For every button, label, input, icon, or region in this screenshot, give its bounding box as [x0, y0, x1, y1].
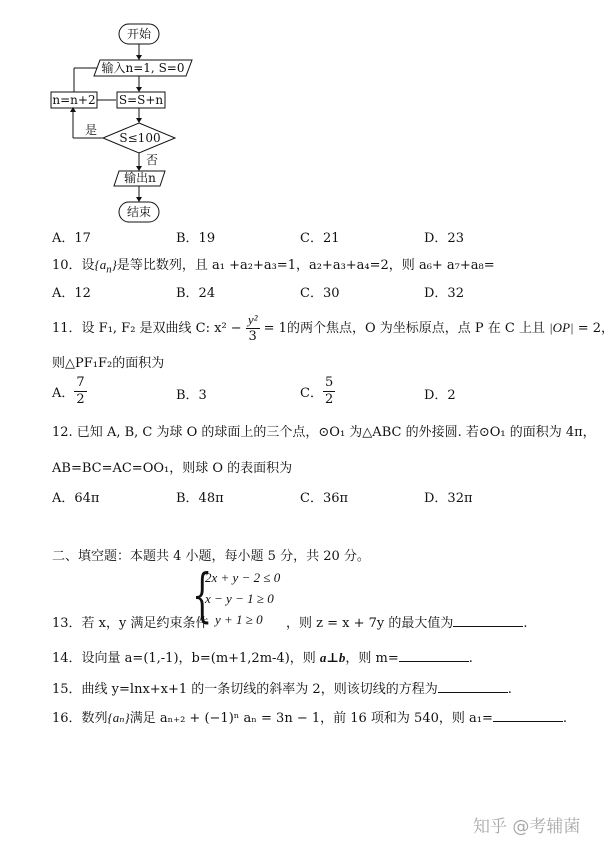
flowchart-yes: 是 [85, 123, 98, 137]
q10-sequence: $\{a_n\}$ [94, 257, 117, 276]
flowchart-no: 否 [146, 153, 159, 167]
q12-option-c: C．36π [300, 491, 349, 506]
flowchart-end-label: 结束 [126, 205, 152, 219]
q16-sequence: {aₙ} [107, 710, 130, 725]
q15-stem-body: 15．曲线 y=lnx+x+1 的一条切线的斜率为 2，则该切线的方程为 [52, 682, 438, 697]
q10-stem-prefix: 10．设 [52, 258, 95, 273]
flowchart-input-label: 输入n=1, S=0 [101, 61, 185, 75]
q16-stem-prefix: 16．数列 [52, 711, 108, 726]
q12-option-d: D．32π [424, 491, 473, 506]
q9-option-a: A．17 [52, 231, 91, 246]
q14-answer-blank[interactable] [399, 649, 469, 662]
flowchart-condition-label: S≤100 [119, 131, 161, 145]
q10-option-b: B．24 [176, 286, 216, 301]
q11-stem [52, 312, 614, 345]
q10-option-a: A．12 [52, 286, 91, 301]
q12-line1: 12. 已知 A, B, C 为球 O 的球面上的三个点，⊙O₁ 为△ABC 的外接圆. 若⊙O₁ 的面积为 4π， [52, 425, 596, 440]
q10-option-d: D．32 [424, 286, 464, 301]
q16-stem-body: 满足 aₙ₊₂ + (−1)ⁿ aₙ = 3n − 1，前 16 项和为 540，则 a₁= [129, 711, 493, 726]
q11-op-abs: |OP| [549, 320, 574, 335]
q13-constraint-3: y + 1 ≥ 0 [215, 612, 263, 627]
section-2-heading: 二、填空题：本题共 4 小题，每小题 5 分，共 20 分。 [52, 549, 370, 564]
q11-option-c: C． $\frac{5}{2}$ [300, 375, 334, 407]
q13-answer-blank[interactable] [453, 614, 523, 627]
q12-option-a: A．64π [52, 491, 100, 506]
q13-constraint-1: 2x + y − 2 ≤ 0 [205, 570, 281, 585]
q11-stem-body: = 1的两个焦点，O 为坐标原点，点 P 在 C 上且 [263, 321, 545, 336]
q13-stem: ，则 z = x + 7y 的最大值为 . [286, 616, 528, 631]
flowchart [45, 18, 245, 243]
q11-option-b: B．3 [176, 388, 207, 403]
q13-brace: { [192, 561, 213, 629]
q16-stem: 16．数列{aₙ}满足 aₙ₊₂ + (−1)ⁿ aₙ = 3n − 1，前 16 项和为 540，则 a₁= . [52, 710, 568, 726]
flowchart-output-label: 输出n [124, 171, 156, 185]
q14-stem: 14．设向量 a=(1,-1)，b=(m+1,2m-4)，则 a⊥b，则 m= . [52, 650, 473, 666]
flowchart-assign-label: S=S+n [118, 93, 164, 107]
q9-option-d: D．23 [424, 231, 464, 246]
q13-stem-prefix: 13．若 x，y 满足约束条件 [52, 616, 209, 631]
zhihu-watermark: 知乎 @考辅菌 [473, 817, 581, 837]
q12-option-b: B．48π [176, 491, 224, 506]
q15-stem: 15．曲线 y=lnx+x+1 的一条切线的斜率为 2，则该切线的方程为 . [52, 682, 512, 697]
flowchart-update-n-label: n=n+2 [52, 93, 96, 107]
q11-line2: 则△PF₁F₂的面积为 [52, 356, 165, 371]
q11-option-d: D．2 [424, 388, 456, 403]
q11-option-a: A． $\frac{7}{2}$ [52, 375, 85, 407]
q11-stem-prefix: 11．设 F₁, F₂ 是双曲线 C: x² − [52, 321, 242, 336]
q9-option-b: B．19 [176, 231, 216, 246]
q10-stem-body: 是等比数列，且 a₁ +a₂+a₃=1，a₂+a₃+a₄=2，则 a₆+ a₇+a₈= [116, 258, 495, 273]
q9-option-c: C．21 [300, 231, 340, 246]
q11-fraction: $\frac{\text{y²}}{3}$ [247, 312, 258, 344]
flowchart-start-label: 开始 [126, 27, 152, 41]
q10-option-c: C．30 [300, 286, 340, 301]
q11-stem-end: = 2， [577, 321, 614, 336]
q10-stem [52, 254, 495, 276]
q13-stem-body: ，则 z = x + 7y 的最大值为 [286, 616, 454, 631]
q12-line2: AB=BC=AC=OO₁，则球 O 的表面积为 [52, 461, 293, 476]
q14-stem-body: ，则 m= [345, 651, 399, 666]
q14-stem-prefix: 14．设向量 a=(1,-1)，b=(m+1,2m-4)，则 [52, 651, 316, 666]
q14-perp: a⊥b [319, 650, 346, 665]
q16-answer-blank[interactable] [493, 709, 563, 722]
q15-answer-blank[interactable] [438, 680, 508, 693]
q13-constraint-2: x − y − 1 ≥ 0 [205, 591, 274, 606]
